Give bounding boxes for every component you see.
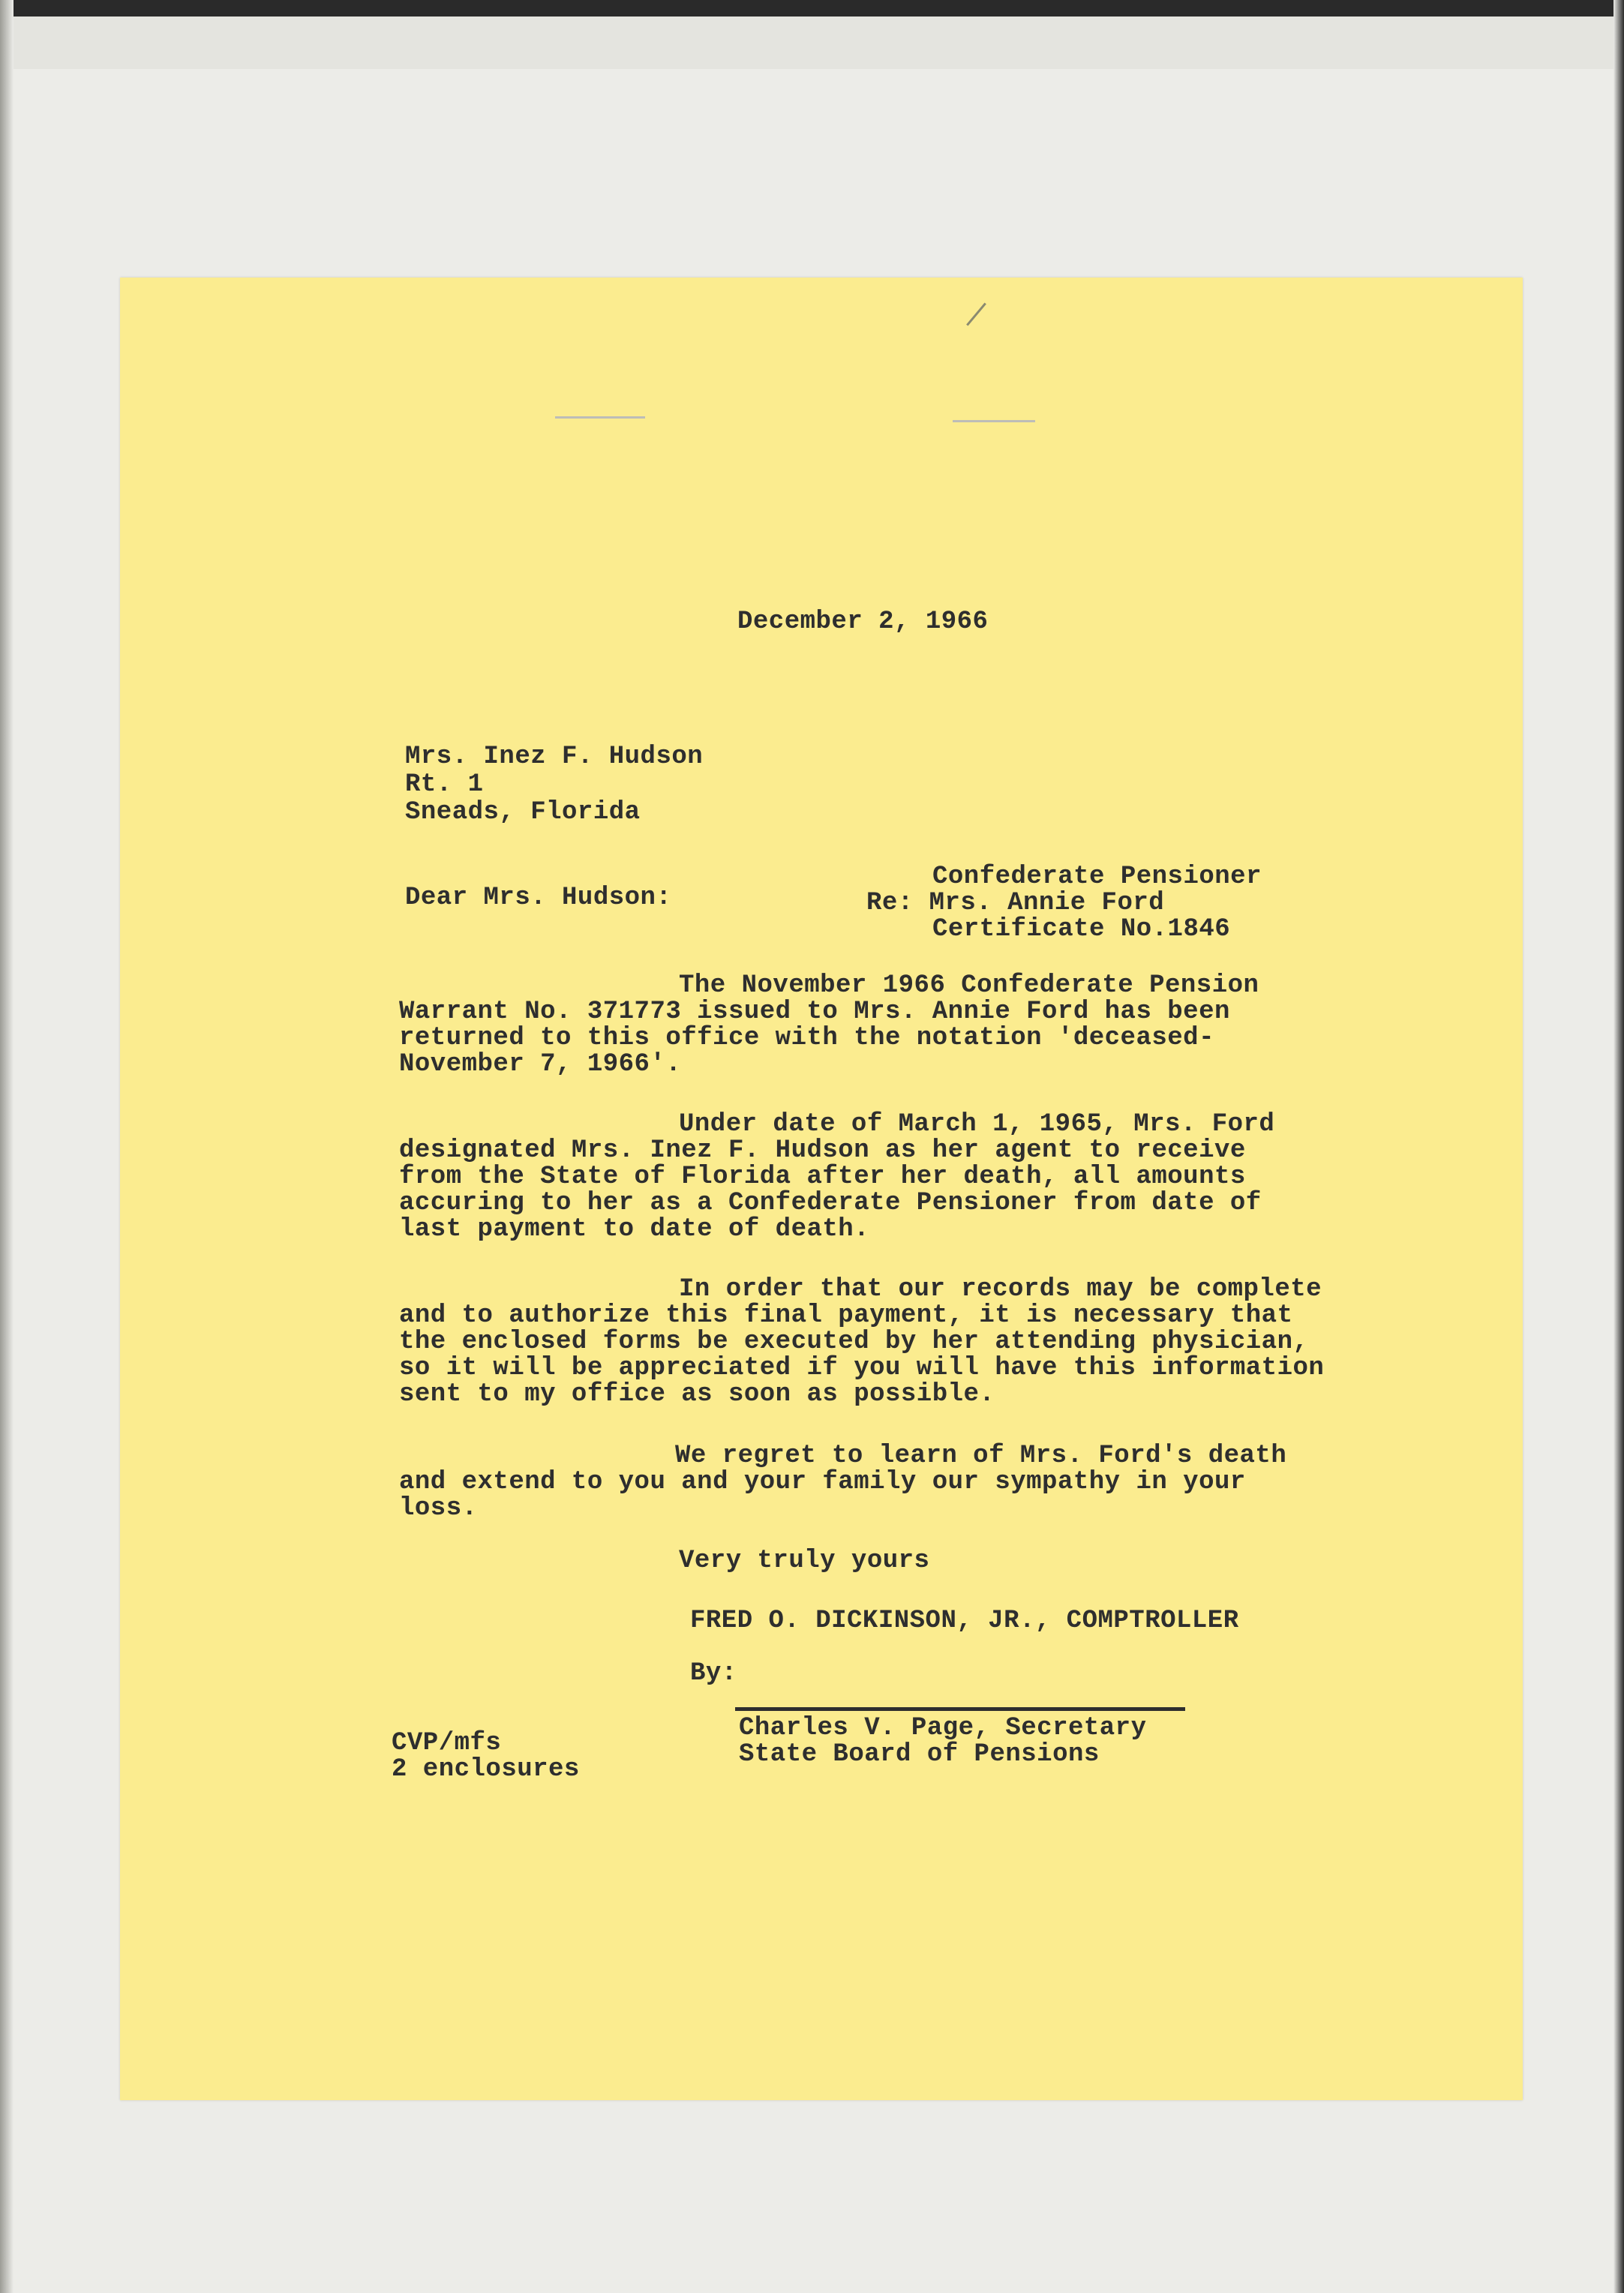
paragraph-3-line-3: the enclosed forms be executed by her attending physician, [399,1328,1309,1356]
scan-top-edge [0,0,1624,17]
paragraph-3-line-4: so it will be appreciated if you will have this information [399,1354,1325,1382]
by-label: By: [690,1659,737,1688]
signatory-org: FRED O. DICKINSON, JR., COMPTROLLER [690,1607,1239,1635]
letter-page [120,278,1523,2100]
scan-right-edge [1613,0,1624,2293]
paragraph-1-line-3: returned to this office with the notation 'deceased- [399,1024,1214,1052]
paragraph-3-line-5: sent to my office as soon as possible. [399,1380,995,1409]
signature-line [735,1707,1185,1711]
paragraph-4-line-1: We regret to learn of Mrs. Ford's death [675,1442,1287,1470]
address-line-route: Rt. 1 [405,770,484,799]
paragraph-2-line-1: Under date of March 1, 1965, Mrs. Ford [679,1110,1275,1139]
paragraph-2-line-3: from the State of Florida after her death, all amounts [399,1163,1246,1191]
reference-line-3: Certificate No.1846 [932,915,1231,944]
scan-left-edge [0,0,14,2293]
address-line-name: Mrs. Inez F. Hudson [405,743,704,771]
paragraph-2-line-5: last payment to date of death. [399,1215,870,1244]
paragraph-1-line-1: The November 1966 Confederate Pension [679,971,1259,1000]
paragraph-2-line-2: designated Mrs. Inez F. Hudson as her agent to receive [399,1136,1246,1165]
paragraph-1-line-4: November 7, 1966'. [399,1050,682,1079]
faint-mark [953,420,1035,422]
paragraph-3-line-2: and to authorize this final payment, it is necessary that [399,1301,1293,1330]
address-line-city: Sneads, Florida [405,798,641,827]
enclosures: 2 enclosures [392,1755,580,1784]
salutation: Dear Mrs. Hudson: [405,884,672,912]
paragraph-4-line-3: loss. [399,1494,478,1523]
paragraph-3-line-1: In order that our records may be complete [679,1275,1322,1304]
paragraph-4-line-2: and extend to you and your family our sympathy in your [399,1468,1246,1496]
reference-line-1: Confederate Pensioner [932,863,1262,891]
initials: CVP/mfs [392,1729,502,1757]
reference-line-2: Re: Mrs. Annie Ford [866,889,1165,917]
closing: Very truly yours [679,1547,930,1575]
signer-name: Charles V. Page, Secretary [739,1714,1147,1742]
paragraph-1-line-2: Warrant No. 371773 issued to Mrs. Annie Ford has been [399,998,1230,1026]
letter-date: December 2, 1966 [737,608,989,636]
paragraph-2-line-4: accuring to her as a Confederate Pensioner from date of [399,1189,1262,1217]
scan-band [14,17,1613,69]
faint-mark [555,416,645,419]
signer-title: State Board of Pensions [739,1740,1100,1769]
pencil-tick-mark [966,302,986,326]
